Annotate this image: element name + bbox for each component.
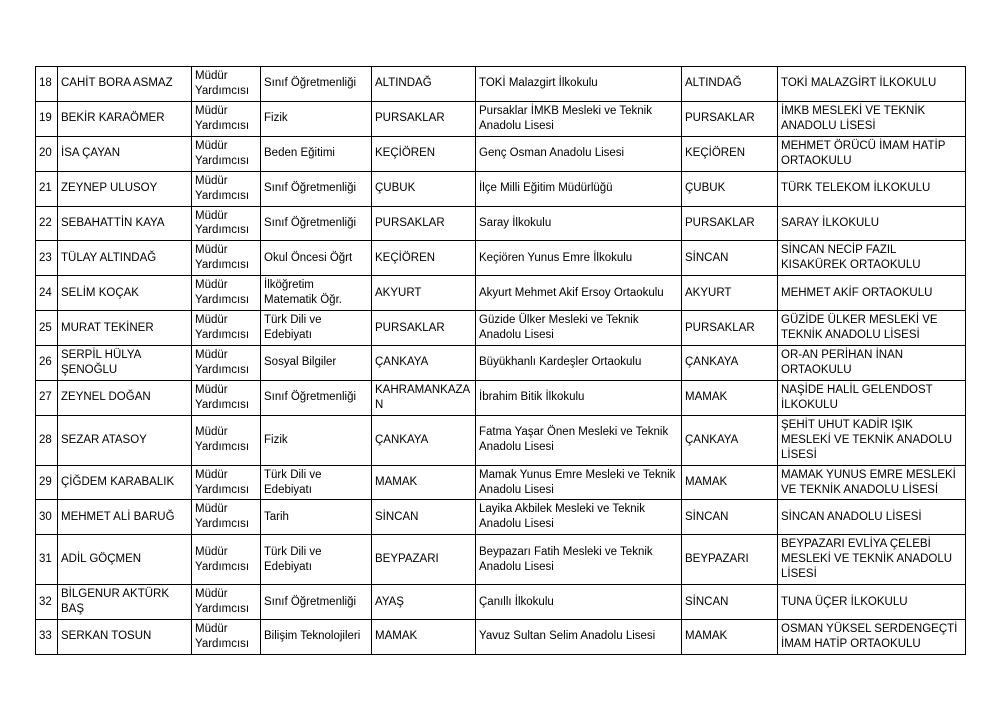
table-cell-from-district: ALTINDAĞ (372, 67, 476, 102)
table-cell-from-district: MAMAK (372, 620, 476, 655)
table-cell-from-district: KAHRAMANKAZAN (372, 380, 476, 415)
table-cell-no: 32 (36, 585, 58, 620)
table-cell-from-school: Yavuz Sultan Selim Anadolu Lisesi (476, 620, 682, 655)
table-cell-title: Müdür Yardımcısı (192, 346, 261, 381)
table-row (36, 206, 966, 241)
table-cell-from-school: TOKİ Malazgirt İlkokulu (476, 67, 682, 102)
table-cell-from-school: Mamak Yunus Emre Mesleki ve Teknik Anadolu Lisesi (476, 465, 682, 500)
table-cell-from-district: MAMAK (372, 465, 476, 500)
table-row (36, 500, 966, 535)
table-cell-from-school: Akyurt Mehmet Akif Ersoy Ortaokulu (476, 276, 682, 311)
table-row (36, 67, 966, 102)
table-cell-no: 24 (36, 276, 58, 311)
table-row (36, 465, 966, 500)
table-cell-name: SELİM KOÇAK (58, 276, 192, 311)
table-cell-from-school: Beypazarı Fatih Mesleki ve Teknik Anadolu Lisesi (476, 535, 682, 585)
table-cell-from-district: ÇANKAYA (372, 346, 476, 381)
table-cell-no: 29 (36, 465, 58, 500)
table-cell-from-school: Çanıllı İlkokulu (476, 585, 682, 620)
table-cell-to-district: MAMAK (682, 380, 778, 415)
table-cell-from-school: Büyükhanlı Kardeşler Ortaokulu (476, 346, 682, 381)
table-cell-title: Müdür Yardımcısı (192, 276, 261, 311)
table-cell-title: Müdür Yardımcısı (192, 241, 261, 276)
table-cell-name: ADİL GÖÇMEN (58, 535, 192, 585)
table-cell-to-school: MEHMET AKİF ORTAOKULU (778, 276, 966, 311)
table-cell-to-district: SİNCAN (682, 241, 778, 276)
table-row (36, 620, 966, 655)
table-cell-name: ZEYNEP ULUSOY (58, 171, 192, 206)
table-row (36, 171, 966, 206)
table-cell-from-district: KEÇİÖREN (372, 241, 476, 276)
table-cell-branch: Okul Öncesi Öğrt (261, 241, 372, 276)
table-cell-branch: Sınıf Öğretmenliği (261, 171, 372, 206)
table-row (36, 585, 966, 620)
table-cell-name: MEHMET ALİ BARUĞ (58, 500, 192, 535)
table-cell-no: 28 (36, 415, 58, 465)
table-cell-title: Müdür Yardımcısı (192, 101, 261, 136)
table-cell-to-school: TÜRK TELEKOM İLKOKULU (778, 171, 966, 206)
table-cell-title: Müdür Yardımcısı (192, 620, 261, 655)
table-row (36, 136, 966, 171)
table-cell-name: TÜLAY ALTINDAĞ (58, 241, 192, 276)
table-cell-no: 33 (36, 620, 58, 655)
table-cell-to-school: GÜZİDE ÜLKER MESLEKİ VE TEKNİK ANADOLU LİSESİ (778, 311, 966, 346)
table-cell-from-school: Saray İlkokulu (476, 206, 682, 241)
table-cell-branch: Fizik (261, 101, 372, 136)
table-cell-from-district: PURSAKLAR (372, 206, 476, 241)
table-cell-from-district: SİNCAN (372, 500, 476, 535)
table-cell-from-district: AYAŞ (372, 585, 476, 620)
table-cell-to-district: KEÇİÖREN (682, 136, 778, 171)
table-cell-to-district: BEYPAZARI (682, 535, 778, 585)
table-cell-name: BEKİR KARAÖMER (58, 101, 192, 136)
table-cell-to-district: SİNCAN (682, 585, 778, 620)
table-cell-to-district: PURSAKLAR (682, 101, 778, 136)
table-cell-from-district: BEYPAZARI (372, 535, 476, 585)
table-cell-branch: İlköğretim Matematik Öğr. (261, 276, 372, 311)
table-cell-to-district: MAMAK (682, 465, 778, 500)
table-cell-no: 20 (36, 136, 58, 171)
table-cell-title: Müdür Yardımcısı (192, 206, 261, 241)
table-cell-from-school: Güzide Ülker Mesleki ve Teknik Anadolu Lisesi (476, 311, 682, 346)
table-row (36, 535, 966, 585)
table-cell-to-district: PURSAKLAR (682, 206, 778, 241)
table-row (36, 101, 966, 136)
table-cell-from-school: İlçe Milli Eğitim Müdürlüğü (476, 171, 682, 206)
table-cell-from-district: ÇANKAYA (372, 415, 476, 465)
table-cell-from-school: Keçiören Yunus Emre İlkokulu (476, 241, 682, 276)
table-cell-from-school: Layika Akbilek Mesleki ve Teknik Anadolu Lisesi (476, 500, 682, 535)
table-cell-to-school: TUNA ÜÇER İLKOKULU (778, 585, 966, 620)
table-cell-to-school: SİNCAN NECİP FAZIL KISAKÜREK ORTAOKULU (778, 241, 966, 276)
table-cell-no: 30 (36, 500, 58, 535)
table-cell-to-school: İMKB MESLEKİ VE TEKNİK ANADOLU LİSESİ (778, 101, 966, 136)
table-cell-to-school: TOKİ MALAZGİRT İLKOKULU (778, 67, 966, 102)
table-cell-no: 22 (36, 206, 58, 241)
table-cell-branch: Sınıf Öğretmenliği (261, 206, 372, 241)
table-cell-title: Müdür Yardımcısı (192, 311, 261, 346)
table-cell-name: SEZAR ATASOY (58, 415, 192, 465)
table-cell-name: MURAT TEKİNER (58, 311, 192, 346)
table-cell-branch: Beden Eğitimi (261, 136, 372, 171)
table-cell-no: 31 (36, 535, 58, 585)
table-cell-branch: Sınıf Öğretmenliği (261, 67, 372, 102)
table-cell-to-district: ÇUBUK (682, 171, 778, 206)
table-cell-to-school: OSMAN YÜKSEL SERDENGEÇTİ İMAM HATİP ORTAOKULU (778, 620, 966, 655)
table-cell-branch: Bilişim Teknolojileri (261, 620, 372, 655)
table-cell-to-district: AKYURT (682, 276, 778, 311)
table-cell-title: Müdür Yardımcısı (192, 415, 261, 465)
table-cell-to-school: OR-AN PERİHAN İNAN ORTAOKULU (778, 346, 966, 381)
table-cell-from-school: Genç Osman Anadolu Lisesi (476, 136, 682, 171)
table-cell-to-school: SİNCAN ANADOLU LİSESİ (778, 500, 966, 535)
table-cell-from-school: Pursaklar İMKB Mesleki ve Teknik Anadolu Lisesi (476, 101, 682, 136)
table-cell-no: 21 (36, 171, 58, 206)
table-cell-branch: Fizik (261, 415, 372, 465)
table-cell-from-school: İbrahim Bitik İlkokulu (476, 380, 682, 415)
table-cell-to-school: BEYPAZARI EVLİYA ÇELEBİ MESLEKİ VE TEKNİK ANADOLU LİSESİ (778, 535, 966, 585)
table-row (36, 276, 966, 311)
table-cell-title: Müdür Yardımcısı (192, 465, 261, 500)
table-cell-from-district: PURSAKLAR (372, 311, 476, 346)
table-cell-branch: Türk Dili ve Edebiyatı (261, 311, 372, 346)
table-cell-no: 26 (36, 346, 58, 381)
table-cell-from-district: AKYURT (372, 276, 476, 311)
table-cell-name: İSA ÇAYAN (58, 136, 192, 171)
table-cell-to-district: MAMAK (682, 620, 778, 655)
table-cell-to-district: ÇANKAYA (682, 346, 778, 381)
table-cell-to-school: NAŞİDE HALİL GELENDOST İLKOKULU (778, 380, 966, 415)
table-cell-title: Müdür Yardımcısı (192, 67, 261, 102)
table-cell-name: ZEYNEL DOĞAN (58, 380, 192, 415)
table-cell-title: Müdür Yardımcısı (192, 380, 261, 415)
table-cell-to-school: SARAY İLKOKULU (778, 206, 966, 241)
table-cell-no: 25 (36, 311, 58, 346)
table-cell-name: SEBAHATTİN KAYA (58, 206, 192, 241)
table-cell-to-school: MEHMET ÖRÜCÜ İMAM HATİP ORTAOKULU (778, 136, 966, 171)
table-cell-branch: Tarih (261, 500, 372, 535)
table-cell-from-district: PURSAKLAR (372, 101, 476, 136)
table-cell-title: Müdür Yardımcısı (192, 500, 261, 535)
table-cell-to-school: ŞEHİT UHUT KADİR IŞIK MESLEKİ VE TEKNİK ANADOLU LİSESİ (778, 415, 966, 465)
table-cell-name: BİLGENUR AKTÜRK BAŞ (58, 585, 192, 620)
table-cell-title: Müdür Yardımcısı (192, 136, 261, 171)
table-row (36, 380, 966, 415)
table-cell-title: Müdür Yardımcısı (192, 535, 261, 585)
assignments-table (35, 66, 966, 655)
table-row (36, 415, 966, 465)
table-cell-from-district: KEÇİÖREN (372, 136, 476, 171)
table-cell-branch: Türk Dili ve Edebiyatı (261, 465, 372, 500)
table-cell-no: 19 (36, 101, 58, 136)
table-cell-no: 27 (36, 380, 58, 415)
table-cell-to-district: ALTINDAĞ (682, 67, 778, 102)
table-cell-name: CAHİT BORA ASMAZ (58, 67, 192, 102)
table-cell-no: 23 (36, 241, 58, 276)
table-row (36, 346, 966, 381)
table-cell-to-district: SİNCAN (682, 500, 778, 535)
table-cell-no: 18 (36, 67, 58, 102)
table-cell-name: SERPİL HÜLYA ŞENOĞLU (58, 346, 192, 381)
table-cell-from-district: ÇUBUK (372, 171, 476, 206)
table-row (36, 241, 966, 276)
table-cell-branch: Sınıf Öğretmenliği (261, 585, 372, 620)
table-cell-name: ÇİĞDEM KARABALIK (58, 465, 192, 500)
assignments-table-body (36, 67, 966, 655)
table-cell-branch: Sınıf Öğretmenliği (261, 380, 372, 415)
table-cell-to-district: ÇANKAYA (682, 415, 778, 465)
table-cell-title: Müdür Yardımcısı (192, 585, 261, 620)
table-row (36, 311, 966, 346)
table-cell-to-district: PURSAKLAR (682, 311, 778, 346)
table-cell-to-school: MAMAK YUNUS EMRE MESLEKİ VE TEKNİK ANADOLU LİSESİ (778, 465, 966, 500)
table-cell-branch: Sosyal Bilgiler (261, 346, 372, 381)
table-cell-branch: Türk Dili ve Edebiyatı (261, 535, 372, 585)
table-cell-title: Müdür Yardımcısı (192, 171, 261, 206)
table-cell-name: SERKAN TOSUN (58, 620, 192, 655)
table-cell-from-school: Fatma Yaşar Önen Mesleki ve Teknik Anadolu Lisesi (476, 415, 682, 465)
